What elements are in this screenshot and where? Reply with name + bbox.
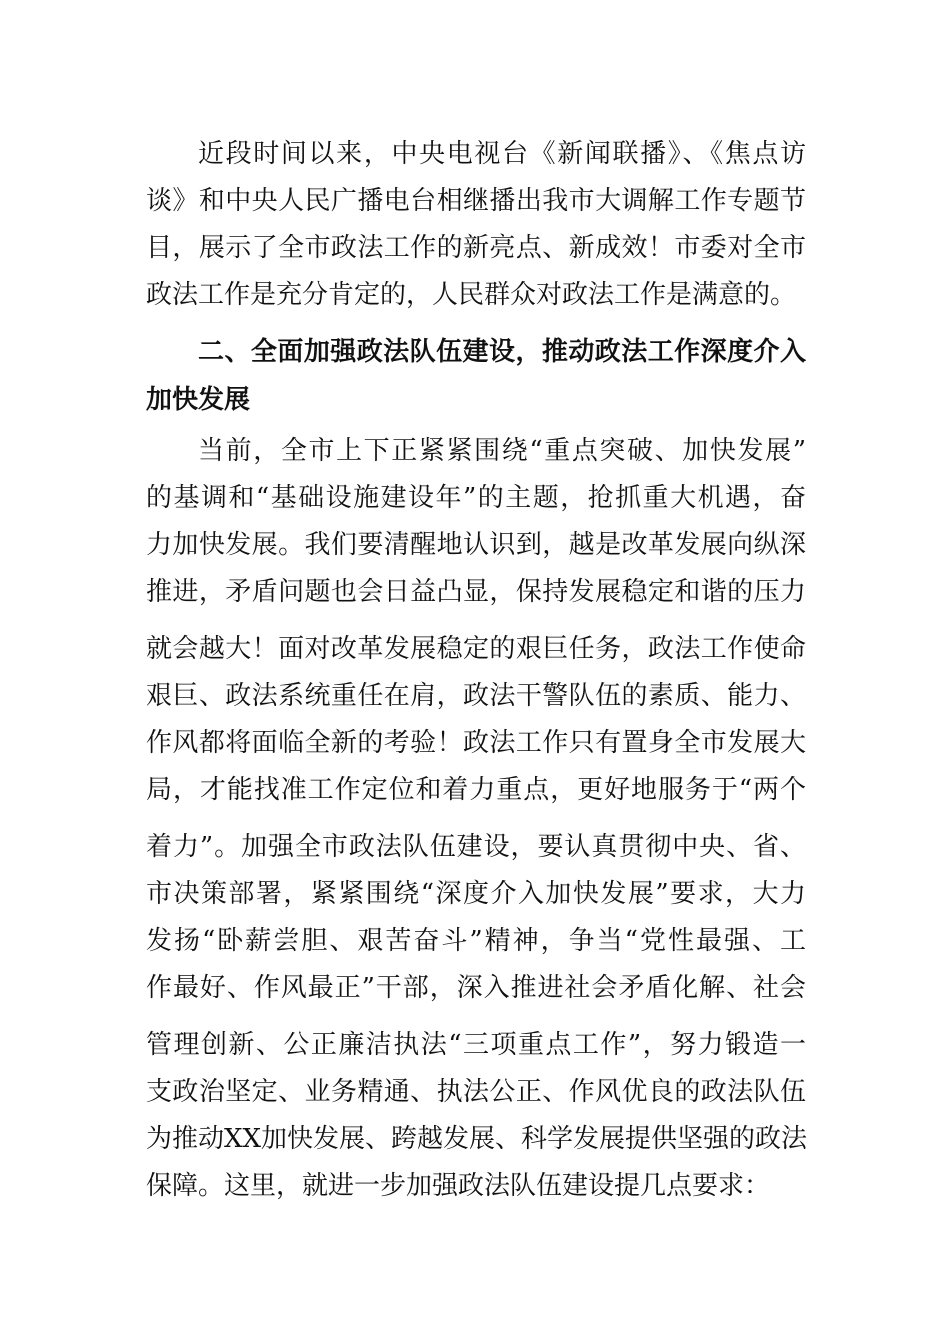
paragraph-1-line-4: 政法工作是充分肯定的，人民群众对政法工作是满意的。 <box>146 280 797 310</box>
section-heading-line-2: 加快发展 <box>146 385 251 415</box>
paragraph-2-line-3: 力加快发展。我们要清醒地认识到，越是改革发展向纵深 <box>146 530 806 560</box>
paragraph-2-line-8: 局，才能找准工作定位和着力重点，更好地服务于“两个 <box>146 775 806 805</box>
paragraph-1-line-3: 目，展示了全市政法工作的新亮点、新成效！市委对全市 <box>146 233 806 263</box>
paragraph-1-line-1: 近段时间以来，中央电视台《新闻联播》、《焦点访 <box>198 139 806 169</box>
paragraph-2-line-13: 管理创新、公正廉洁执法“三项重点工作”，努力锻造一 <box>146 1030 806 1060</box>
paragraph-2-line-7: 作风都将面临全新的考验！政法工作只有置身全市发展大 <box>146 728 806 758</box>
paragraph-2-line-12: 作最好、作风最正”干部，深入推进社会矛盾化解、社会 <box>146 973 806 1003</box>
paragraph-2-line-2: 的基调和“基础设施建设年”的主题，抢抓重大机遇，奋 <box>146 483 806 513</box>
paragraph-2-line-9: 着力”。加强全市政法队伍建设，要认真贯彻中央、省、 <box>146 832 806 862</box>
paragraph-2-line-15: 为推动XX加快发展、跨越发展、科学发展提供坚强的政法 <box>146 1124 808 1154</box>
paragraph-2-line-1: 当前，全市上下正紧紧围绕“重点突破、加快发展” <box>198 436 806 466</box>
paragraph-2-line-6: 艰巨、政法系统重任在肩，政法干警队伍的素质、能力、 <box>146 681 806 711</box>
paragraph-2-line-4: 推进，矛盾问题也会日益凸显，保持发展稳定和谐的压力 <box>146 577 806 607</box>
paragraph-1-line-2: 谈》和中央人民广播电台相继播出我市大调解工作专题节 <box>146 186 806 216</box>
paragraph-2-line-5: 就会越大！面对改革发展稳定的艰巨任务，政法工作使命 <box>146 634 806 664</box>
paragraph-2-line-11: 发扬“卧薪尝胆、艰苦奋斗”精神，争当“党性最强、工 <box>146 926 806 956</box>
paragraph-2-line-10: 市决策部署，紧紧围绕“深度介入加快发展”要求，大力 <box>146 879 806 909</box>
paragraph-2-line-14: 支政治坚定、业务精通、执法公正、作风优良的政法队伍 <box>146 1077 806 1107</box>
paragraph-2-line-16: 保障。这里，就进一步加强政法队伍建设提几点要求： <box>146 1171 771 1201</box>
section-heading-line-1: 二、全面加强政法队伍建设，推动政法工作深度介入 <box>198 337 806 367</box>
